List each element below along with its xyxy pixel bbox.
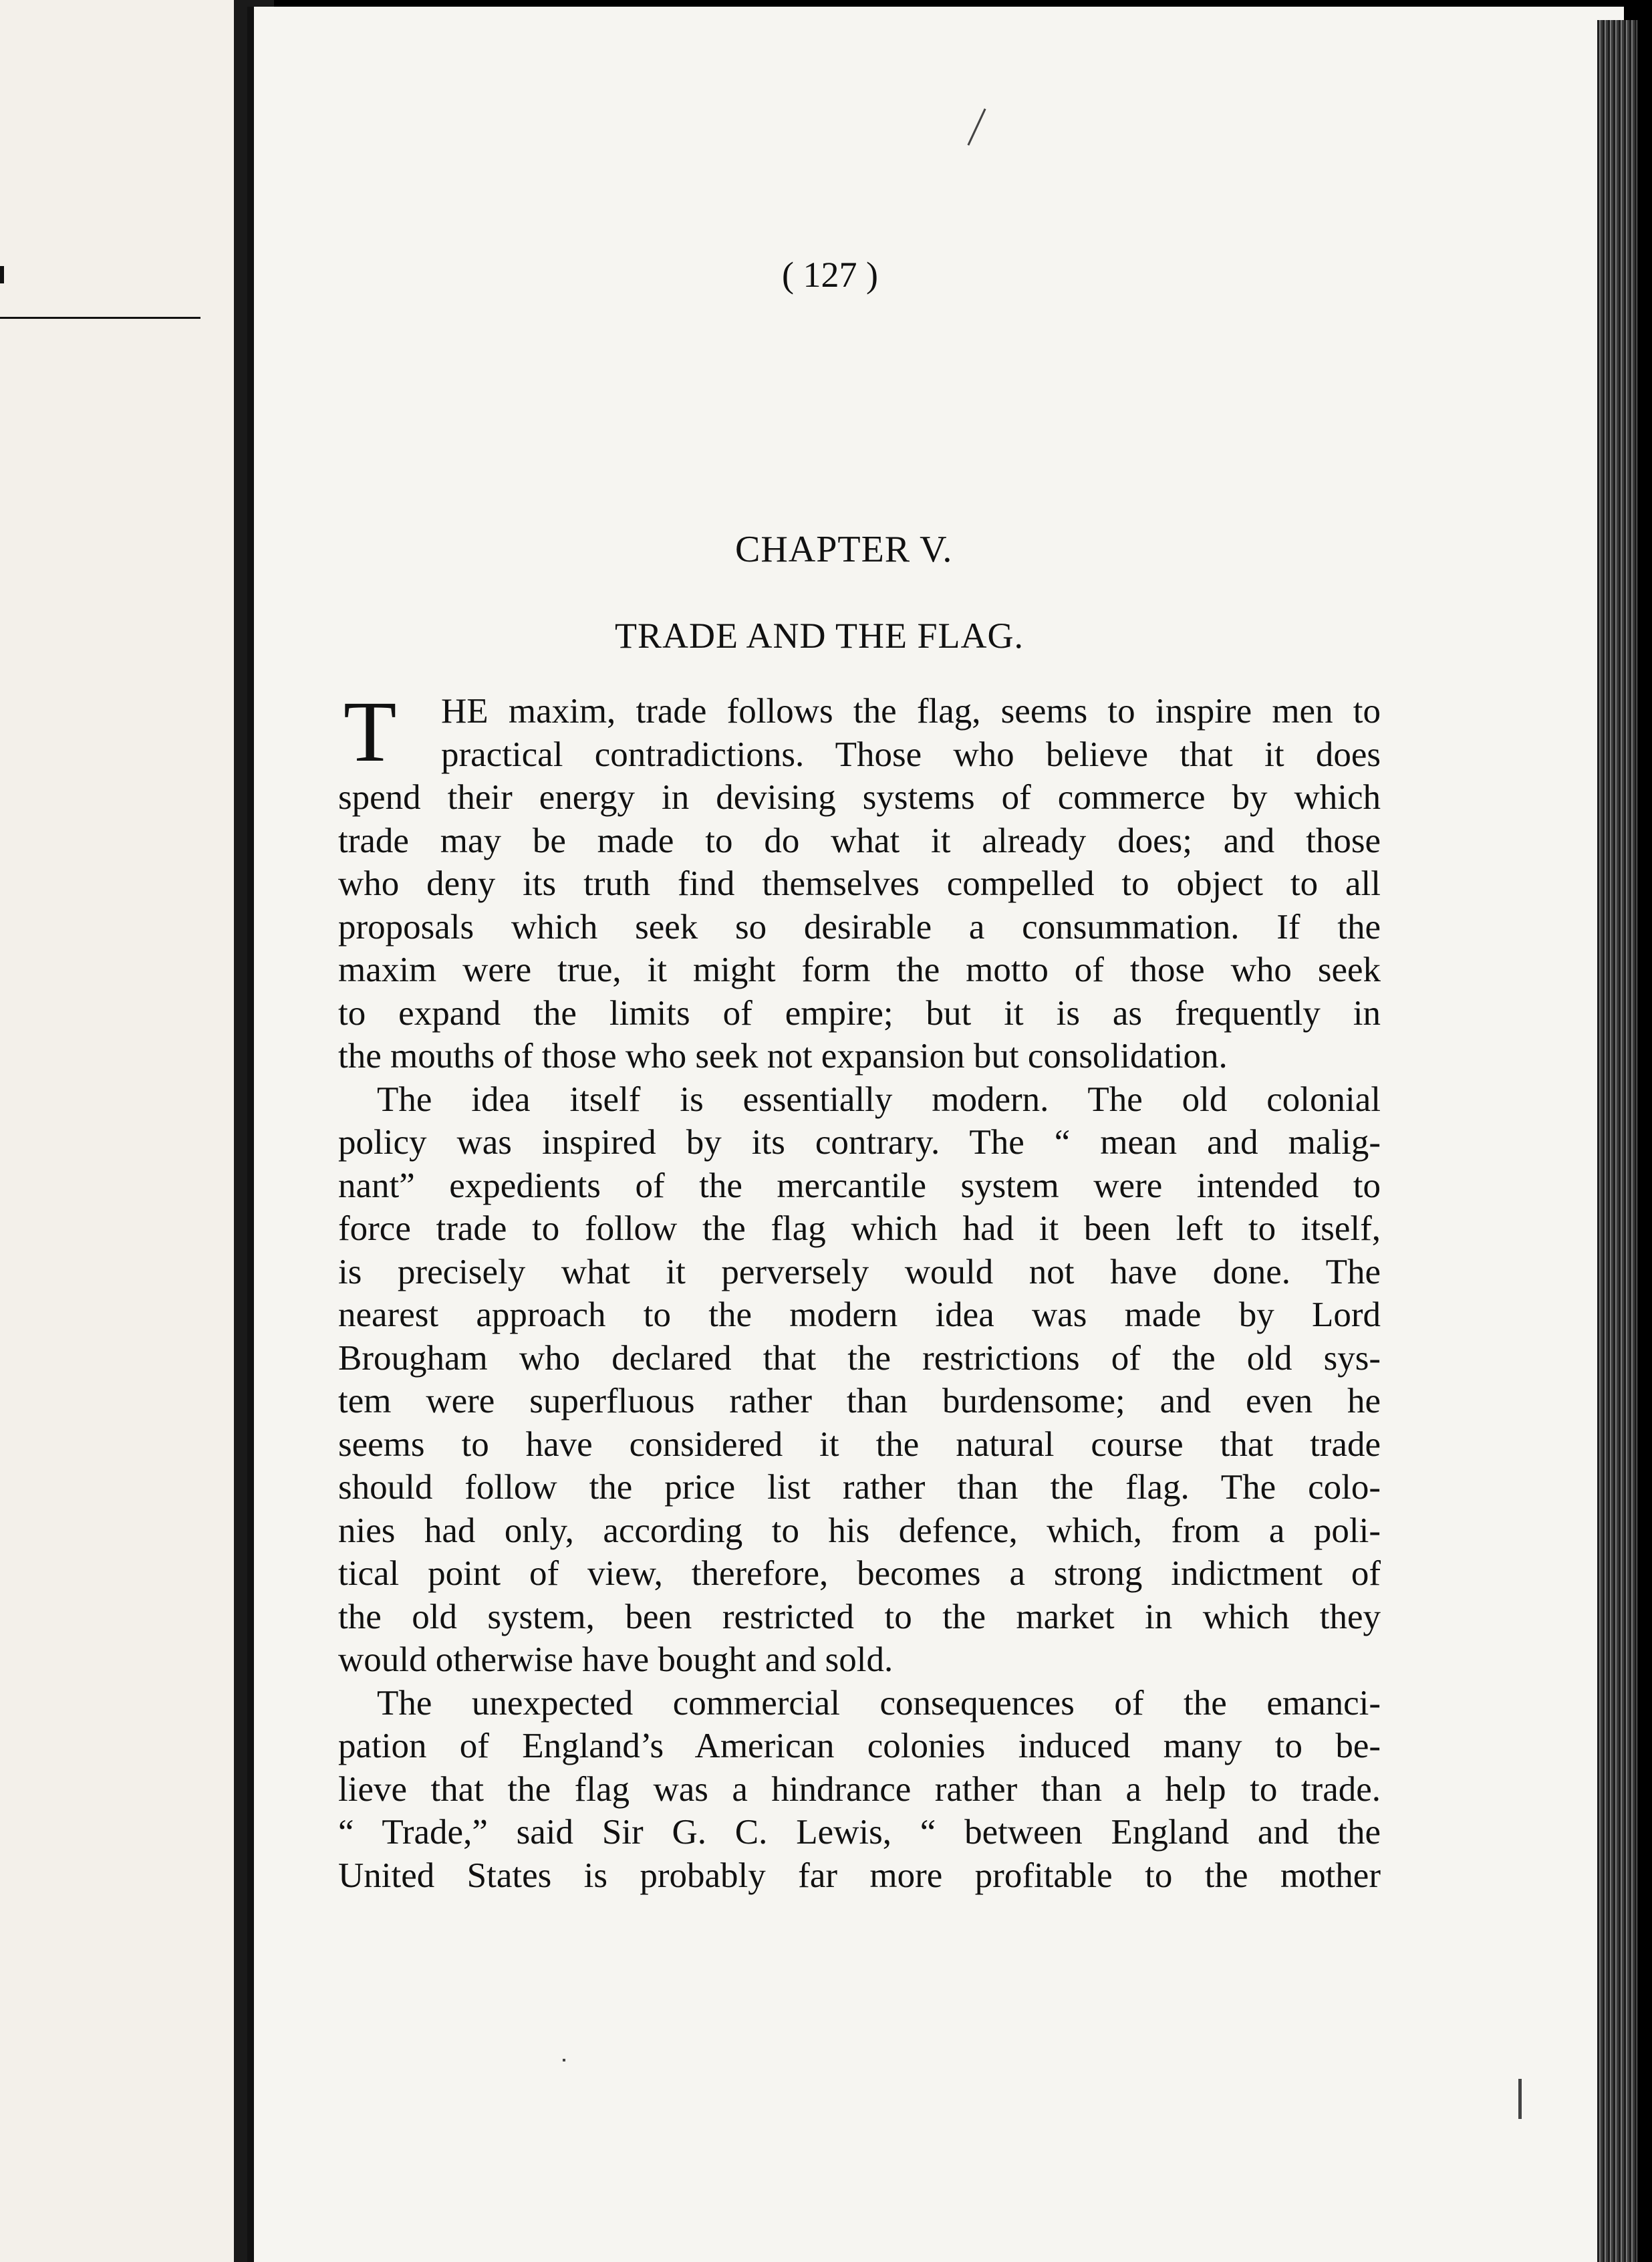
body-line: to expand the limits of empire; but it is as frequently in xyxy=(338,993,1381,1033)
body-line: the old system, been restricted to the market in which they xyxy=(338,1597,1381,1636)
body-line: proposals which seek so desirable a consummation. If the xyxy=(338,907,1381,947)
body-line: The idea itself is essentially modern. The old colonial xyxy=(377,1080,1381,1119)
chapter-heading: CHAPTER V. xyxy=(735,529,953,570)
body-line: “ Trade,” said Sir G. C. Lewis, “ between England and the xyxy=(338,1813,1381,1852)
scan-speck xyxy=(1518,2079,1522,2119)
body-line: tem were superfluous rather than burdensome; and even he xyxy=(338,1382,1381,1420)
body-line: spend their energy in devising systems of commerce by which xyxy=(338,778,1381,817)
body-line: nant” expedients of the mercantile system were intended to xyxy=(338,1166,1381,1205)
page-number: ( 127 ) xyxy=(782,255,878,295)
facing-page-fragment xyxy=(0,0,253,2262)
scan-speck xyxy=(563,2059,565,2061)
body-line: seems to have considered it the natural course that trade xyxy=(338,1424,1381,1464)
body-line: HE maxim, trade follows the flag, seems to inspire men to xyxy=(441,692,1381,731)
drop-cap: T xyxy=(343,684,397,780)
page-edges xyxy=(1597,20,1637,2262)
body-line: The unexpected commercial consequences of the emanci- xyxy=(377,1683,1381,1723)
body-line: the mouths of those who seek not expansion but consolidation. xyxy=(338,1037,1228,1076)
body-line: Brougham who declared that the restrictions of the old sys- xyxy=(338,1338,1381,1378)
body-line: who deny its truth find themselves compelled to object to all xyxy=(338,864,1381,903)
body-line: trade may be made to do what it already does; and those xyxy=(338,821,1381,860)
left-page-mark xyxy=(0,266,4,283)
body-line: practical contradictions. Those who believe that it does xyxy=(441,735,1381,774)
chapter-body-text xyxy=(338,684,1381,1897)
body-line: should follow the price list rather than the flag. The colo- xyxy=(338,1468,1381,1507)
body-line: nies had only, according to his defence, which, from a poli- xyxy=(338,1511,1381,1550)
body-line: lieve that the flag was a hindrance rather than a help to trade. xyxy=(338,1769,1381,1809)
body-line: would otherwise have bought and sold. xyxy=(338,1640,893,1679)
body-line: pation of England’s American colonies induced many to be- xyxy=(338,1727,1381,1765)
body-line: nearest approach to the modern idea was made by Lord xyxy=(338,1295,1381,1334)
left-page-rule xyxy=(0,317,200,319)
chapter-title: TRADE AND THE FLAG. xyxy=(615,616,1024,656)
body-line: force trade to follow the flag which had it been left to itself, xyxy=(338,1209,1381,1248)
body-line: is precisely what it perversely would not have done. The xyxy=(338,1252,1381,1291)
body-line: maxim were true, it might form the motto of those who seek xyxy=(338,951,1381,989)
body-line: tical point of view, therefore, becomes a strong indictment of xyxy=(338,1554,1381,1593)
body-line: policy was inspired by its contrary. The “ mean and malig- xyxy=(338,1123,1381,1162)
body-line: United States is probably far more profitable to the mother xyxy=(338,1856,1381,1895)
